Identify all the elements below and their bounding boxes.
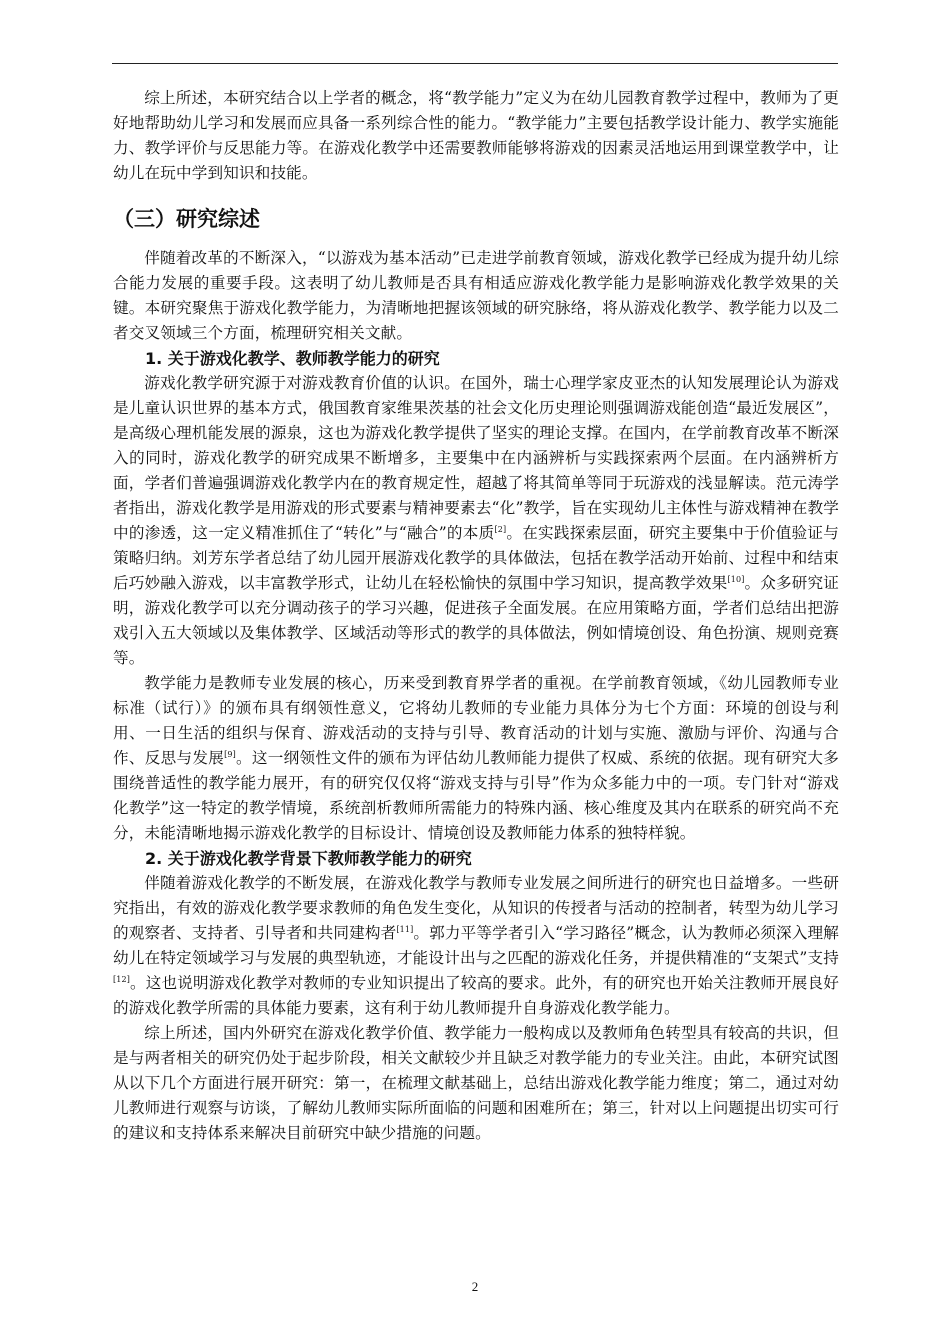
text-run: 。在实践探索层面，研究主要集中于价值验证与策略归纳。刘芳东学者总结了幼儿园开展游戏化教学的具体做法，包括在教学活动开始前、过程中和结束后巧妙融入游戏，以丰富教学形式，让幼儿在轻松愉快的氛围中学习知识，提高教学效果 xyxy=(113,524,839,592)
text-run: 。这也说明游戏化教学对教师的专业知识提出了较高的要求。此外，有的研究也开始关注教师开展良好的游戏化教学所需的具体能力要素，这有利于幼儿教师提升自身游戏化教学能力。 xyxy=(113,974,839,1017)
subsection-1-paragraph-2 xyxy=(113,671,839,846)
section-intro-paragraph: 伴随着改革的不断深入，“以游戏为基本活动”已走进学前教育领域，游戏化教学已经成为提升幼儿综合能力发展的重要手段。这表明了幼儿教师是否具有相适应游戏化教学能力是影响游戏化教学效果的关键。本研究聚焦于游戏化教学能力，为清晰地把握该领域的研究脉络，将从游戏化教学、教学能力以及二者交叉领域三个方面，梳理研究相关文献。 xyxy=(113,249,839,342)
citation-ref: [11] xyxy=(396,924,414,934)
text-run: 。众多研究证明，游戏化教学可以充分调动孩子的学习兴趣，促进孩子全面发展。在应用策略方面，学者们总结出把游戏引入五大领域以及集体教学、区域活动等形式的教学的具体做法，例如情境创设、角色扮演、规则竞赛等。 xyxy=(113,574,839,667)
subsection-1-heading: 1. 关于游戏化教学、教师教学能力的研究 xyxy=(145,349,440,368)
subsection-2-heading: 2. 关于游戏化教学背景下教师教学能力的研究 xyxy=(145,849,472,868)
text-run: 。这一纲领性文件的颁布为评估幼儿教师能力提供了权威、系统的依据。现有研究大多围绕普适性的教学能力展开，有的研究仅仅将“游戏支持与引导”作为众多能力中的一项。专门针对“游戏化教学”这一特定的教学情境，系统剖析教师所需能力的特殊内涵、核心维度及其内在联系的研究尚不充分，未能清晰地揭示游戏化教学的目标设计、情境创设及教师能力体系的独特样貌。 xyxy=(113,749,839,842)
section-heading: （三）研究综述 xyxy=(113,207,260,231)
citation-ref: [10] xyxy=(727,574,745,584)
intro-paragraph: 综上所述，本研究结合以上学者的概念，将“教学能力”定义为在幼儿园教育教学过程中，教师为了更好地帮助幼儿学习和发展而应具备一系列综合性的能力。“教学能力”主要包括教学设计能力、教学实施能力、教学评价与反思能力等。在游戏化教学中还需要教师能够将游戏的因素灵活地运用到课堂教学中，让幼儿在玩中学到知识和技能。 xyxy=(113,89,839,182)
page-number: 2 xyxy=(471,1279,479,1294)
text-run: 伴随着游戏化教学的不断发展，在游戏化教学与教师专业发展之间所进行的研究也日益增多。一些研究指出，有效的游戏化教学要求教师的角色发生变化，从知识的传授者与活动的控制者，转型为幼儿学习的观察者、支持者、引导者和共同建构者 xyxy=(113,874,839,942)
subsection-2-paragraph-2: 综上所述，国内外研究在游戏化教学价值、教学能力一般构成以及教师角色转型具有较高的共识，但是与两者相关的研究仍处于起步阶段，相关文献较少并且缺乏对教学能力的专业关注。由此，本研究试图从以下几个方面进行展开研究：第一，在梳理文献基础上，总结出游戏化教学能力维度；第二，通过对幼儿教师进行观察与访谈，了解幼儿教师实际所面临的问题和困难所在；第三，针对以上问题提出切实可行的建议和支持体系来解决目前研究中缺少措施的问题。 xyxy=(113,1024,839,1142)
text-run: 教学能力是教师专业发展的核心，历来受到教育界学者的重视。在学前教育领域，《幼儿园教师专业标准（试行）》的颁布具有纲领性意义，它将幼儿教师的专业能力具体分为七个方面：环境的创设与利用、一日生活的组织与保育、游戏活动的支持与引导、教育活动的计划与实施、激励与评价、沟通与合作、反思与发展 xyxy=(113,674,839,767)
subsection-2-paragraph-1 xyxy=(113,871,839,1021)
citation-ref: [9] xyxy=(224,749,236,759)
header-rule xyxy=(112,63,838,64)
text-run: 。郭力平等学者引入“学习路径”概念，认为教师必须深入理解幼儿在特定领域学习与发展的典型轨迹，才能设计出与之匹配的游戏化任务，并提供精准的“支架式”支持 xyxy=(113,924,840,967)
subsection-1-paragraph-1 xyxy=(113,371,839,671)
text-run: 游戏化教学研究源于对游戏教育价值的认识。在国外，瑞士心理学家皮亚杰的认知发展理论认为游戏是儿童认识世界的基本方式，俄国教育家维果茨基的社会文化历史理论则强调游戏能创造“最近发展区”，是高级心理机能发展的源泉，这也为游戏化教学提供了坚实的理论支撑。在国内，在学前教育改革不断深入的同时，游戏化教学的研究成果不断增多，主要集中在内涵辨析与实践探索两个层面。在内涵辨析方面，学者们普遍强调游戏化教学内在的教育规定性，超越了将其简单等同于玩游戏的浅显解读。范元涛学者指出，游戏化教学是用游戏的形式要素与精神要素去“化”教学，旨在实现幼儿主体性与游戏精神在教学中的渗透，这一定义精准抓住了“转化”与“融合”的本质 xyxy=(113,374,839,542)
citation-ref: [2] xyxy=(494,524,507,534)
citation-ref: [12] xyxy=(113,974,131,984)
body-text xyxy=(113,86,839,1146)
